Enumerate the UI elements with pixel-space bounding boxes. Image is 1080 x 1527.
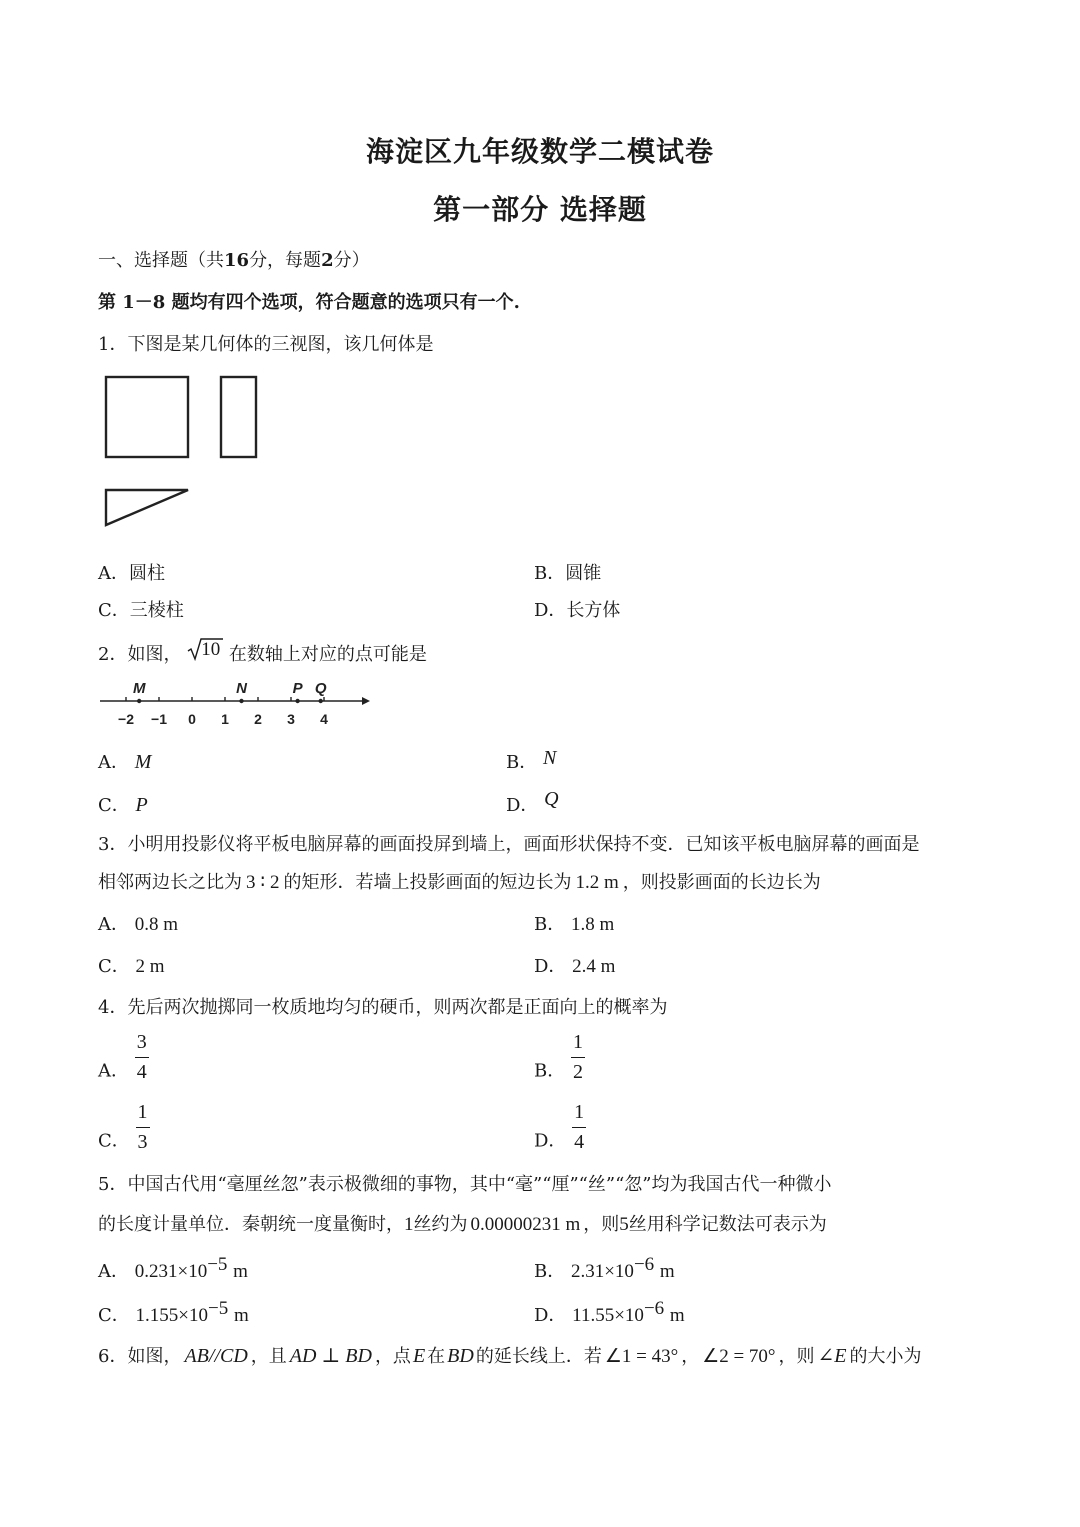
q4-option-c[interactable]: C． $\frac{1}{3}$ [98, 1101, 148, 1153]
q3-stem-line2: 相邻两边长之比为 3 ∶ 2 的矩形．若墙上投影画面的短边长为 1.2 m ，则投影画面的长边长为 [98, 872, 821, 893]
number-line [96, 676, 371, 732]
fraction: $\frac{1}{2}$ [572, 1031, 583, 1083]
q5-option-b[interactable]: B． $2.31\times 10^{-6}$ m [534, 1254, 675, 1282]
q1-option-c[interactable]: C．三棱柱 [98, 600, 184, 621]
q3-option-d[interactable]: D． 2.4 m [534, 956, 616, 977]
q4-stem: 4．先后两次抛掷同一枚质地均匀的硬币，则两次都是正面向上的概率为 [98, 997, 668, 1018]
q3-option-a[interactable]: A． 0.8 m [98, 914, 179, 935]
fraction: $\frac{1}{3}$ [137, 1101, 148, 1153]
section-heading: 一、选择题（共16分，每题2分） [98, 250, 370, 271]
axis-point-q [319, 699, 323, 703]
q5-option-d[interactable]: D． $11.55\times 10^{-6}$ m [534, 1298, 685, 1326]
q1-option-a[interactable]: A．圆柱 [98, 563, 165, 584]
q1-stem: 1．下图是某几何体的三视图，该几何体是 [98, 334, 434, 355]
axis-point-label: P [292, 680, 303, 697]
axis-points [133, 680, 327, 703]
axis-point-n [239, 699, 243, 703]
q4-option-a[interactable]: A． $\frac{3}{4}$ [98, 1031, 147, 1083]
axis-tick-label: −2 [118, 711, 134, 727]
axis-tick-label: 3 [287, 711, 295, 727]
fraction: $\frac{1}{4}$ [574, 1101, 585, 1153]
axis-point-label: N [236, 680, 247, 697]
q4-option-b[interactable]: B． $\frac{1}{2}$ [534, 1031, 583, 1083]
q3-option-b[interactable]: B． 1.8 m [534, 914, 615, 935]
axis-point-p [295, 699, 299, 703]
top-view-triangle [106, 490, 188, 525]
part-title: 第一部分 选择题 [433, 193, 647, 226]
q2-option-c[interactable]: C． P [98, 794, 148, 816]
q3-option-c[interactable]: C． 2 m [98, 956, 165, 977]
axis-point-label: M [132, 680, 146, 697]
section-instruction: 第 1－8 题均有四个选项，符合题意的选项只有一个. [98, 292, 520, 313]
axis-point-label: Q [314, 680, 327, 697]
axis-tick-label: −1 [151, 711, 167, 727]
three-view-figure [98, 370, 268, 535]
q5-option-a[interactable]: A． $0.231\times 10^{-5}$ m [98, 1254, 248, 1282]
q6-stem: 6．如图， AB//CD ，且 AD ⊥ BD ，点 E 在 BD 的延长线上．若 ∠1 = 43° ， ∠2 = 70° ，则 ∠E 的大小为 [98, 1345, 922, 1367]
sqrt-expression: 10 [187, 641, 223, 663]
front-view-square [106, 377, 188, 457]
side-view-rectangle [221, 377, 256, 457]
q2-option-d[interactable]: D． Q [506, 788, 559, 816]
q2-option-a[interactable]: A． M [98, 751, 152, 773]
page-title: 海淀区九年级数学二模试卷 [365, 135, 714, 168]
q5-stem-line2: 的长度计量单位．秦朝统一度量衡时，1丝约为 0.00000231 m ，则5丝用科学记数法可表示为 [98, 1214, 827, 1235]
axis-point-m [137, 699, 141, 703]
axis-tick-label: 0 [188, 711, 196, 727]
q1-option-d[interactable]: D．长方体 [534, 600, 621, 621]
axis-tick-label: 1 [221, 711, 229, 727]
axis-tick-label: 4 [320, 711, 328, 727]
q2-option-b[interactable]: B． N [506, 747, 557, 773]
q3-stem-line1: 3．小明用投影仪将平板电脑屏幕的画面投屏到墙上，画面形状保持不变．已知该平板电脑屏幕的画面是 [98, 834, 920, 855]
q1-option-b[interactable]: B．圆锥 [534, 563, 602, 584]
q4-option-d[interactable]: D． $\frac{1}{4}$ [534, 1101, 585, 1153]
q5-stem-line1: 5．中国古代用“毫厘丝忽”表示极微细的事物，其中“毫”“厘”“丝”“忽”均为我国古代一种微小 [98, 1174, 832, 1195]
axis-tick-label: 2 [254, 711, 262, 727]
q5-option-c[interactable]: C． $1.155\times 10^{-5}$ m [98, 1298, 249, 1326]
q2-stem: 2．如图， 10 在数轴上对应的点可能是 [98, 639, 427, 665]
fraction: $\frac{3}{4}$ [136, 1031, 147, 1083]
axis-arrow [362, 697, 370, 705]
